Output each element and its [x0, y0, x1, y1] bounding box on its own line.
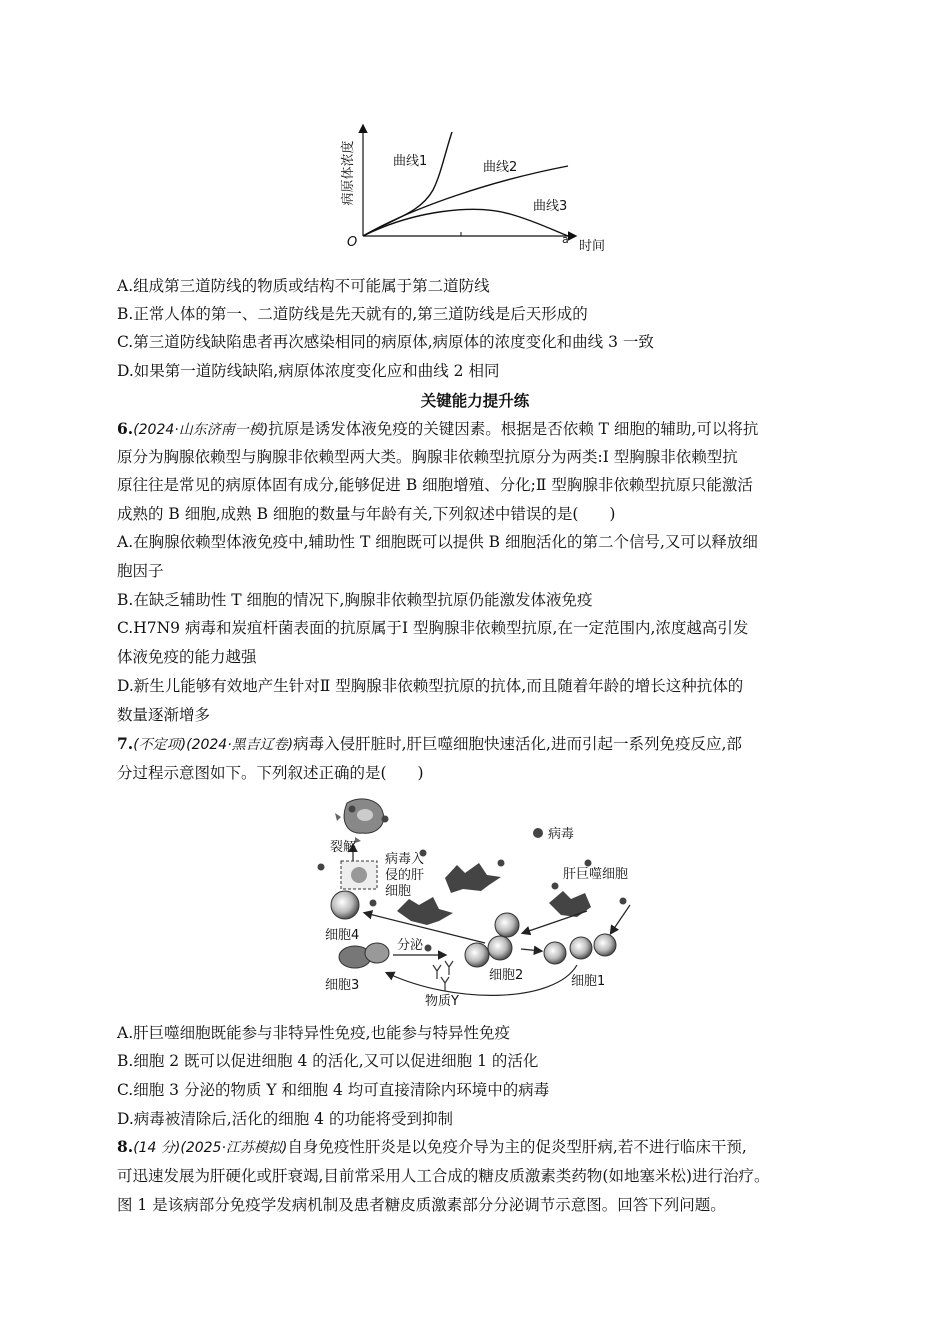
cell-1: [544, 942, 566, 964]
q7-option-c: C.细胞 3 分泌的物质 Y 和细胞 4 均可直接清除内环境中的病毒: [117, 1081, 550, 1099]
infected-label-3: 细胞: [385, 884, 412, 899]
q5-option-c: C.第三道防线缺陷患者再次感染相同的病原体,病原体的浓度变化和曲线 3 一致: [117, 333, 654, 351]
q8-stem-text-1: 自身免疫性肝炎是以免疫介导为主的促炎型肝病,若不进行临床干预,: [287, 1138, 747, 1156]
cell-4-label: 细胞4: [325, 928, 360, 943]
q6-option-c-line-2: 体液免疫的能力越强: [117, 648, 257, 666]
cell-1-label: 细胞1: [571, 974, 606, 989]
q6-option-b: B.在缺乏辅助性 T 细胞的情况下,胸腺非依赖型抗原仍能激发体液免疫: [117, 591, 593, 609]
q7-option-d: D.病毒被清除后,活化的细胞 4 的功能将受到抑制: [117, 1110, 453, 1128]
q7-number: 7.: [117, 734, 134, 753]
q6-number: 6.: [117, 419, 134, 438]
cell-3-label: 细胞3: [325, 978, 360, 993]
macrophage-shape: [397, 897, 453, 925]
q6-stem-text-1: 抗原是诱发体液免疫的关键因素。根据是否依赖 T 细胞的辅助,可以将抗: [268, 420, 759, 438]
q6-option-a-line-2: 胞因子: [117, 562, 164, 580]
q8-stem-line-2: 可迅速发展为肝硬化或肝衰竭,目前常采用人工合成的糖皮质激素类药物(如地塞米松)进行治疗。: [117, 1167, 770, 1185]
curve-1-label: 曲线1: [393, 154, 428, 169]
q5-option-a: A.组成第三道防线的物质或结构不可能属于第二道防线: [117, 277, 490, 295]
q7-stem-line-2: 分过程示意图如下。下列叙述正确的是( ): [117, 764, 424, 782]
cell-2: [495, 913, 519, 937]
cell-4: [331, 891, 359, 919]
secrete-label: 分泌: [397, 938, 424, 953]
cell-2: [465, 943, 489, 967]
q7-option-a: A.肝巨噬细胞既能参与非特异性免疫,也能参与特异性免疫: [117, 1024, 511, 1042]
activation-arrow-to-cell2: [523, 911, 587, 933]
q8-number: 8.: [117, 1137, 134, 1156]
lysis-label: 裂解: [330, 840, 357, 855]
macrophage-shape: [549, 891, 591, 917]
cell-1: [594, 934, 616, 956]
q7-stem-text-1: 病毒入侵肝脏时,肝巨噬细胞快速活化,进而引起一系列免疫反应,部: [293, 735, 742, 753]
cell-1: [570, 937, 592, 959]
a-mark-label: a: [562, 233, 569, 246]
infected-label-2: 侵的肝: [385, 868, 425, 883]
section-title: 关键能力提升练: [420, 391, 530, 410]
cell-2: [488, 936, 512, 960]
y-axis-label: 病原体浓度: [341, 140, 356, 206]
q6-stem-line-2: 原分为胸腺依赖型与胸腺非依赖型两大类。胸腺非依赖型抗原分为两类:Ⅰ 型胸腺非依赖型抗: [117, 448, 738, 466]
curve-1: [363, 132, 452, 236]
pathogen-curve-figure: [335, 118, 620, 263]
q6-option-c-line-1: C.H7N9 病毒和炭疽杆菌表面的抗原属于Ⅰ 型胸腺非依赖型抗原,在一定范围内,浓度越高引发: [117, 619, 749, 637]
cell-2-label: 细胞2: [489, 968, 524, 983]
q6-option-d-line-1: D.新生儿能够有效地产生针对Ⅱ 型胸腺非依赖型抗原的抗体,而且随着年龄的增长这种抗体的: [117, 677, 744, 695]
antibody-icon: [433, 961, 453, 991]
q6-stem-line-4: 成熟的 B 细胞,成熟 B 细胞的数量与年龄有关,下列叙述中错误的是( ): [117, 505, 616, 523]
q7-stem-line-1: [117, 734, 742, 755]
virus-legend-icon: [533, 828, 543, 838]
curve-2-label: 曲线2: [483, 160, 518, 175]
q6-option-d-line-2: 数量逐渐增多: [117, 706, 211, 724]
macrophage-shape: [445, 863, 501, 893]
substance-y-label: 物质Y: [425, 994, 459, 1008]
infected-label-1: 病毒入: [385, 852, 425, 867]
infected-liver-cell: [341, 861, 377, 889]
q8-stem-line-3: 图 1 是该病部分免疫学发病机制及患者糖皮质激素部分分泌调节示意图。回答下列问题。: [117, 1196, 726, 1214]
q6-stem-line-3: 原往往是常见的病原体固有成分,能够促进 B 细胞增殖、分化;Ⅱ 型胸腺非依赖型抗原只能激活: [117, 476, 753, 494]
q6-source: (2024·山东济南一模): [133, 422, 269, 438]
q8-stem-line-1: [117, 1137, 747, 1158]
q5-option-d: D.如果第一道防线缺陷,病原体浓度变化应和曲线 2 相同: [117, 362, 500, 380]
q7-source: (不定项)(2024·黑吉辽卷): [133, 737, 294, 753]
activation-arrow-to-cell1: [521, 949, 541, 951]
origin-label: O: [347, 235, 358, 250]
q8-source: (14 分)(2025·江苏模拟): [133, 1140, 288, 1156]
curve-3-label: 曲线3: [533, 199, 568, 214]
q6-stem-line-1: [117, 419, 758, 440]
x-axis-label: 时间: [579, 239, 606, 254]
q7-option-b: B.细胞 2 既可以促进细胞 4 的活化,又可以促进细胞 1 的活化: [117, 1052, 539, 1070]
kupffer-label: 肝巨噬细胞: [563, 867, 629, 882]
differentiation-arc: [387, 965, 577, 995]
lysed-cell: [335, 799, 384, 843]
q6-option-a-line-1: A.在胸腺依赖型体液免疫中,辅助性 T 细胞既可以提供 B 细胞活化的第二个信号,又可以释放细: [117, 533, 758, 551]
cell-3: [365, 943, 389, 963]
virus-arrow: [611, 905, 630, 933]
virus-legend-label: 病毒: [548, 827, 575, 842]
immune-process-diagram: [305, 793, 655, 1008]
q5-option-b: B.正常人体的第一、二道防线是先天就有的,第三道防线是后天形成的: [117, 305, 588, 323]
